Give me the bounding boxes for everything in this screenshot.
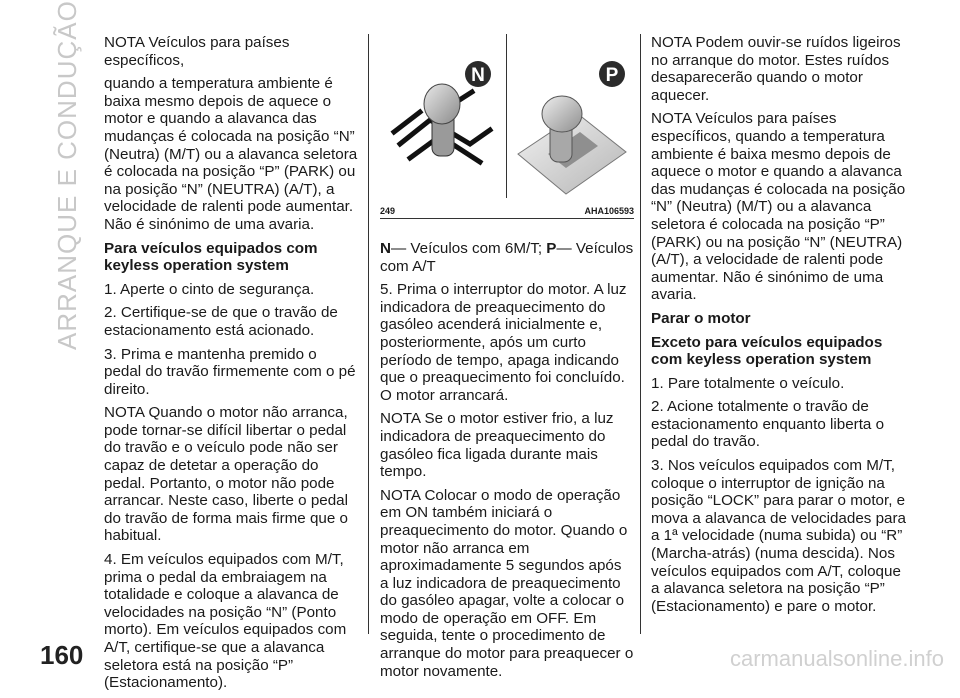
section-side-title: ARRANQUE E CONDUÇÃO [52, 0, 82, 350]
figure-caption-rule [380, 218, 634, 219]
automatic-selector-illustration [508, 34, 634, 198]
step-4: 4. Em veículos equipados com M/T, prima o pedal da embraiagem na totalidade e coloque a alavanca de velocidades na posição “N” (Ponto morto). Em veículos equipados com A/T, certifique-se que a alavanca seletora está na posição “P” (Estacionamento). [104, 551, 347, 692]
note-noises: NOTA Podem ouvir-se ruídos ligeiros no arranque do motor. Estes ruídos desaparecerão quando o motor aquecer. [651, 34, 901, 104]
note-cold-engine: NOTA Se o motor estiver frio, a luz indicadora de preaquecimento do gasóleo fica ligada durante mais tempo. [380, 410, 614, 481]
figure-gear-levers [380, 34, 634, 204]
step-3: 3. Prima e mantenha premido o pedal do travão firmemente com o pé direito. [104, 345, 356, 398]
badge-p-label: P [605, 65, 619, 86]
step-1: 1. Aperte o cinto de segurança. [104, 280, 315, 298]
column-divider-1 [368, 34, 369, 634]
section-heading-stop-engine: Parar o motor [651, 309, 751, 327]
section-heading-keyless: Para veículos equipados com keyless operation system [104, 239, 318, 275]
legend-n-text: — Veículos com 6M/T; [390, 240, 543, 257]
figure-number: 249 [380, 206, 396, 216]
watermark-text: carmanualsonline.info [729, 646, 944, 671]
legend-p-key: P [546, 240, 557, 257]
stop-step-2: 2. Acione totalmente o travão de estacionamento enquanto liberta o pedal do travão. [651, 398, 885, 451]
figure-legend [380, 240, 634, 275]
stop-step-3: 3. Nos veículos equipados com M/T, coloque o interruptor de ignição na posição “LOCK” para parar o motor, e mova a alavanca de velocidades para a 1ª velocidade (numa subida) ou “R” (Marcha-atrás) (numa descida). Nos veículos equipados com A/T, coloque a alavanca seletora na posição “P” (Estacionamento) e pare o motor. [651, 457, 906, 615]
figure-divider [506, 34, 507, 198]
note-operation-mode: NOTA Colocar o modo de operação em ON também iniciará o preaquecimento do motor. Quando o motor não arranca em aproximadamente 5 segundos após a luz indicadora de preaquecimento do gasóleo apagar, volte a colocar o modo de operação em OFF. Em seguida, tente o procedimento de arranque do motor para preaquecer o motor novamente. [380, 486, 634, 680]
figure-code: AHA106593 [584, 206, 634, 216]
badge-n-label: N [471, 65, 485, 86]
subheading-except-keyless: Exceto para veículos equipados com keyless operation system [651, 333, 883, 369]
stop-step-1: 1. Pare totalmente o veículo. [651, 374, 845, 392]
page-number: 160 [40, 640, 84, 670]
legend-n-key: N [380, 240, 391, 257]
column-left [104, 34, 358, 698]
note-paragraph: quando a temperatura ambiente é baixa mesmo depois de aquece o motor e quando a alavanca das mudanças é colocada na posição “N” (Neutra) (M/T) ou a alavanca seletora é colocada na posição “P” (PARK) ou na posição “N” (NEUTRA) (A/T), a velocidade de ralenti pode aumentar. Não é sinónimo de uma avaria. [104, 75, 358, 233]
column-middle [380, 240, 634, 686]
note-heading-line: NOTA Veículos para países específicos, [104, 34, 290, 69]
manual-gear-lever-illustration [380, 34, 506, 198]
step-2: 2. Certifique-se de que o travão de estacionamento está acionado. [104, 304, 338, 339]
figure-caption-bar [380, 206, 634, 218]
column-right [651, 34, 911, 621]
legend-p-text: — Veículos com A/T [380, 240, 634, 275]
step-5: 5. Prima o interruptor do motor. A luz indicadora de preaquecimento do gasóleo acenderá inicialmente e, posteriormente, após um curto período de tempo, apaga indicando que o preaquecimento foi concluído. O motor arrancará. [380, 281, 627, 404]
column-divider-2 [640, 34, 641, 634]
note-brake-pedal: NOTA Quando o motor não arranca, pode tornar-se difícil libertar o pedal do travão e o veículo pode não ser capaz de detetar a operação do pedal. Portanto, o motor não pode arrancar. Neste caso, liberte o pedal do travão de forma mais firme que o habitual. [104, 404, 348, 545]
note-countries: NOTA Veículos para países específicos, quando a temperatura ambiente é baixa mesmo depois de aquece o motor e quando a alavanca das mudanças é colocada na posição “N” (Neutra) (M/T) ou a alavanca seletora é colocada na posição “P” (PARK) ou na posição “N” (NEUTRA) (A/T), a velocidade de ralenti pode aumentar. Não é sinónimo de uma avaria. [651, 110, 906, 304]
